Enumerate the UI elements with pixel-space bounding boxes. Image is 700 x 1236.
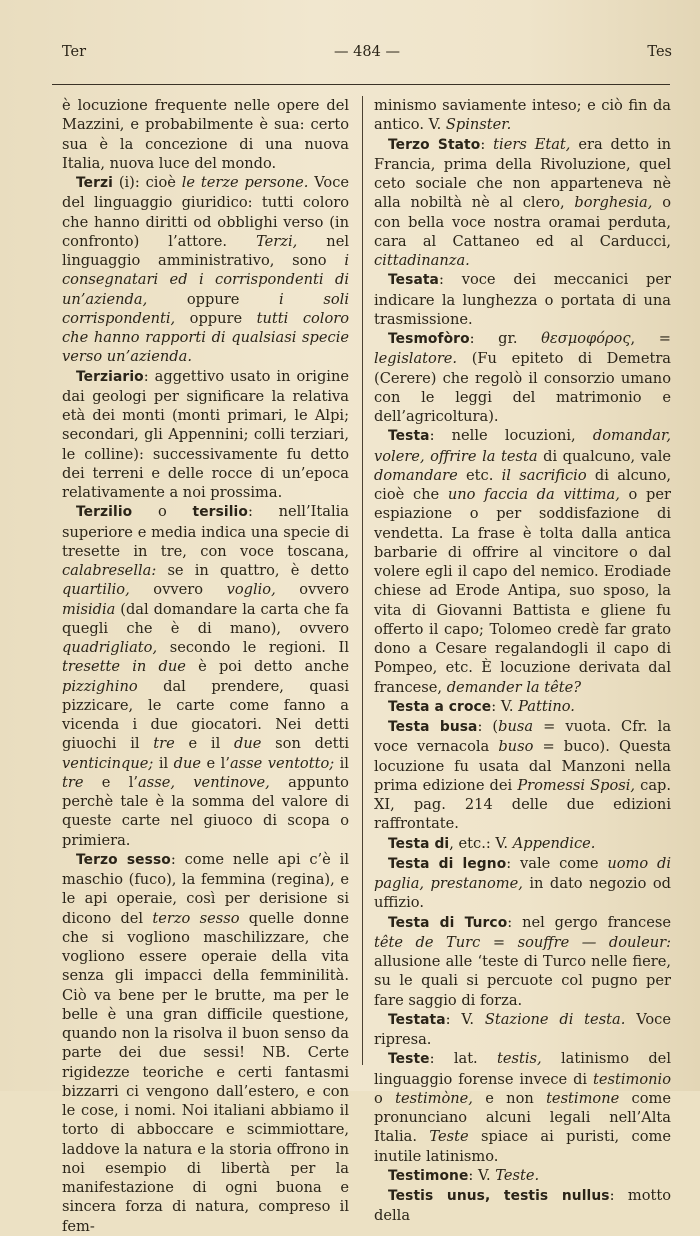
italic-term: tutti coloro che hanno rapporti di qualsiasi specie verso un’azienda.: [62, 309, 349, 366]
entry-text: latinismo del linguaggio forense invece di: [374, 1050, 671, 1088]
italic-term: Spinster.: [445, 116, 512, 134]
entry-text: (dal domandare la carta che fa quegli che è di mano), ovvero: [62, 600, 349, 637]
italic-term: testimòne,: [395, 1089, 473, 1107]
entry-text: Voce del linguaggio giuridico: tutti coloro che hanno diritti od obblighi verso (in confronto) l’attore.: [62, 174, 350, 250]
dictionary-entry: [374, 426, 671, 697]
italic-term: quadrigliato,: [62, 639, 158, 656]
entry-headword: Testa di Turco: [388, 914, 508, 931]
italic-term: domandar, volere, offrire la testa: [374, 427, 671, 465]
entry-headword: Testata: [388, 1011, 446, 1028]
dictionary-entry: [374, 1186, 671, 1226]
continued-entry-text: [374, 96, 671, 135]
entry-text: : V.: [445, 1010, 485, 1028]
italic-term: tresette in due: [62, 658, 186, 676]
italic-term: tre: [62, 773, 84, 791]
italic-term: Appendice.: [512, 834, 596, 852]
italic-term: cittadinanza.: [374, 252, 470, 269]
entry-text: : nell’Italia superiore e media indica una specie di tresette in tre, con voce toscana,: [62, 503, 349, 560]
entry-text: quelle donne che si vogliono maschilizzare, che vogliono essere operaie della vita senza gli impacci della femminilità. Ciò va bene per le brutte, ma per le belle è una gran difficile questione, quando non la risolva il buon senso da parte dei due sessi! NB. Certe rigidezze teoriche e certi fantasmi bizzarri ci vengono dall’estero, e con le cose, i nomi. Noi italiani abbiamo il torto di abboccare e scimmiottare, laddove la natura e la storia offrono in noi esempio di libertà per la manifestazione di ogni buona e sincera forza di natura, compreso il fem-: [62, 909, 349, 1235]
entry-text: = vuota. Cfr. la voce vernacola: [374, 718, 672, 756]
italic-term: tre: [153, 735, 175, 753]
entry-headword: Testimone: [388, 1167, 469, 1184]
italic-term: uomo di paglia, prestanome,: [374, 854, 671, 892]
entry-text: :: [480, 135, 494, 153]
dictionary-entry: [374, 834, 671, 854]
entry-headword: Terzilio: [76, 504, 133, 521]
italic-term: testis,: [497, 1050, 542, 1068]
dictionary-entry: [62, 850, 349, 1236]
italic-term: uno faccia da vittima,: [447, 486, 620, 503]
italic-term: il sacrificio: [501, 466, 587, 484]
entry-text: appunto perchè tale è la somma del valore di queste carte nel giuoco di scopa o primiera.: [62, 773, 349, 849]
entry-text: e l’: [201, 754, 230, 772]
dictionary-entry: [62, 502, 349, 850]
italic-term: Teste.: [495, 1166, 540, 1184]
italic-term: Terzi,: [256, 232, 298, 250]
column-separator: [362, 96, 363, 1065]
entry-text: : come nelle api c’è il maschio (fuco), la femmina (regina), e le api operaie, così per derisione si dicono del: [62, 850, 350, 927]
entry-headword: Terzo sesso: [76, 851, 171, 868]
entry-text: e il: [174, 735, 235, 753]
entry-text: : V.: [491, 697, 519, 715]
entry-text: : vale come: [506, 854, 608, 872]
italic-term: calabresella:: [62, 562, 157, 579]
entry-text: : (: [477, 718, 499, 735]
entry-text: , etc.: V.: [449, 834, 513, 852]
italic-term: Teste: [429, 1128, 469, 1146]
italic-term: le terze persone.: [181, 174, 309, 191]
entry-text: come pronunciano alcuni legali nell’Alta Italia.: [374, 1089, 671, 1146]
greek-term: θεσμοφόρος: [541, 330, 631, 347]
italic-term: demander la tête?: [446, 678, 582, 696]
entry-text: = buco). Questa locuzione fu usata dal Manzoni nella prima edizione dei: [374, 738, 672, 794]
entry-text: è poi detto anche: [185, 658, 349, 676]
page-number: — 484 —: [334, 44, 400, 60]
continued-entry-text: [62, 96, 349, 173]
italic-term: asse, ventinove,: [138, 773, 270, 791]
entry-headword: Testa di: [388, 835, 450, 852]
italic-term: legislatore.: [374, 350, 458, 368]
dictionary-entry: [374, 1010, 671, 1050]
entry-text: , =: [630, 330, 671, 347]
italic-term: Promessi Sposi,: [517, 776, 636, 794]
entry-text: il: [153, 754, 174, 772]
dictionary-entry: [62, 367, 349, 503]
entry-headword: Testa: [388, 428, 430, 445]
entry-text: : motto della: [374, 1187, 672, 1225]
entry-text: in dato negozio od uffizio.: [374, 875, 671, 912]
dictionary-entry: [374, 854, 671, 913]
header-left-guideword: Ter: [62, 44, 87, 60]
entry-text: Voce ripresa.: [374, 1010, 671, 1048]
entry-text: se in quattro, è detto: [156, 562, 349, 579]
italic-term: terzo sesso: [152, 909, 240, 927]
italic-term: misidia: [62, 600, 116, 618]
entry-text: e l’: [83, 773, 139, 791]
entry-text: o: [374, 1089, 396, 1107]
italic-term: Pattino.: [518, 697, 575, 715]
entry-text: spiace ai puristi, come inutile latinismo.: [374, 1128, 671, 1165]
italic-term: venticinque;: [62, 754, 154, 772]
header-rule: [52, 84, 670, 85]
italic-term: testimone: [546, 1089, 620, 1107]
entry-headword: Terziario: [76, 368, 144, 385]
entry-headword: Tesata: [388, 272, 439, 289]
entry-text: oppure: [147, 290, 280, 308]
italic-term: pizzighino: [62, 677, 138, 695]
entry-headword: Tesmofòro: [388, 331, 470, 347]
italic-term: i soli corrispondenti,: [62, 290, 349, 327]
entry-text: di qualcuno, vale: [537, 447, 671, 465]
italic-term: i consegnatari ed i corrispondenti di un’azienda,: [62, 252, 349, 308]
right-column: [374, 96, 671, 1226]
dictionary-entry: [374, 135, 671, 271]
dictionary-entry: [374, 1166, 671, 1186]
entry-text: o con bella voce nostra oramai perduta, cara al Cattaneo ed al Carducci,: [374, 194, 671, 250]
entry-text: oppure: [175, 309, 257, 327]
entry-headword: Testa di legno: [388, 855, 507, 872]
entry-text: : aggettivo usato in origine dai geologi per significare la relativa età dei monti (monti primari, le Alpi; secondari, gli Appennini; colli terziari, le colline): successivamente fu detto dei terreni e delle rocce di un’epoca relativamente a noi prossima.: [62, 367, 349, 501]
entry-text: o: [132, 503, 193, 521]
italic-term: borghesia,: [574, 194, 653, 212]
entry-text: di alcuno, cioè che: [374, 466, 671, 503]
italic-term: tiers Etat,: [493, 135, 571, 153]
entry-text: son detti: [261, 735, 349, 753]
dictionary-entry: [62, 173, 349, 367]
entry-headword: tersilio: [192, 504, 248, 521]
entry-text: ovvero: [129, 581, 227, 599]
italic-term: Stazione di testa.: [484, 1010, 626, 1028]
dictionary-entry: [374, 913, 671, 1010]
entry-text: : V.: [468, 1166, 496, 1184]
italic-term: tête de Turc = souffre — douleur:: [374, 933, 671, 951]
italic-term: voglio,: [226, 581, 276, 599]
entry-text: : voce dei meccanici per indicare la lunghezza o portata di una trasmissione.: [374, 271, 671, 328]
entry-text: : nelle locuzioni,: [429, 427, 593, 445]
italic-term: buso: [498, 738, 534, 756]
italic-term: busa: [498, 718, 534, 735]
entry-headword: Terzo Stato: [388, 136, 481, 153]
entry-text: secondo le regioni. Il: [157, 639, 349, 656]
entry-text: allusione alle ‘teste di Turco nelle fiere, su le quali si percuote col pugno per fare saggio di forza.: [374, 953, 671, 1009]
entry-text: il: [334, 754, 349, 772]
entry-text: (Fu epiteto di Demetra (Cerere) che regolò il consorzio umano con le leggi del matrimonio e dell’agricoltura).: [374, 350, 671, 425]
entry-text: è locuzione frequente nelle opere del Mazzini, e probabilmente è sua: certo sua è la concezione di una nuova Italia, nuova luce del mondo.: [62, 97, 349, 172]
italic-term: due: [234, 735, 262, 753]
entry-text: ovvero: [275, 581, 349, 599]
italic-term: asse ventotto;: [229, 754, 335, 772]
entry-text: dal prendere, quasi pizzicare, le carte come fanno a vicenda i due giocatori. Nei detti giuochi il: [62, 677, 349, 753]
entry-headword: Testa a croce: [388, 698, 492, 715]
dictionary-entry: [374, 717, 671, 834]
header-right-guideword: Tes: [647, 44, 672, 60]
italic-term: due: [173, 754, 202, 772]
entry-text: e non: [472, 1089, 547, 1107]
dictionary-entry: [374, 697, 671, 717]
entry-text: nel linguaggio amministrativo, sono: [62, 232, 349, 269]
running-header: [62, 44, 672, 68]
entry-headword: Testa busa: [388, 719, 478, 735]
italic-term: testimonio: [593, 1070, 671, 1088]
entry-headword: Terzi: [76, 175, 113, 191]
entry-text: (i): cioè: [113, 174, 182, 191]
italic-term: quartilio,: [62, 581, 130, 599]
entry-headword: Testis unus, testis nullus: [388, 1188, 610, 1204]
entry-text: : gr.: [469, 330, 542, 347]
entry-text: etc.: [457, 466, 502, 484]
dictionary-entry: [374, 329, 671, 426]
italic-term: domandare: [374, 466, 458, 484]
entry-text: : nel gergo francese: [507, 913, 671, 931]
entry-headword: Teste: [388, 1051, 430, 1068]
dictionary-entry: [374, 270, 671, 329]
left-column: [62, 96, 349, 1236]
entry-text: minismo saviamente inteso; e ciò fin da antico. V.: [374, 97, 671, 134]
dictionary-entry: [374, 1049, 671, 1166]
entry-text: : lat.: [429, 1050, 497, 1068]
entry-text: cap. XI, pag. 214 delle due edizioni raffrontate.: [374, 776, 672, 833]
entry-text: era detto in Francia, prima della Rivoluzione, quel ceto sociale che non apparteneva nè alla nobiltà nè al clero,: [374, 135, 672, 212]
entry-text: o per espiazione o per soddisfazione di vendetta. La frase è tolta dalla antica barbarie di offrire al vincitore o dal volere egli il capo del nemico. Erodiade chiese ad Erode Antipa, suo sposo, la vita di Giovanni Battista e gliene fu offerto il capo; Tolomeo credè far grato dono a Cesare regalandogli il capo di Pompeo, etc. È locuzione derivata dal francese,: [374, 486, 671, 696]
